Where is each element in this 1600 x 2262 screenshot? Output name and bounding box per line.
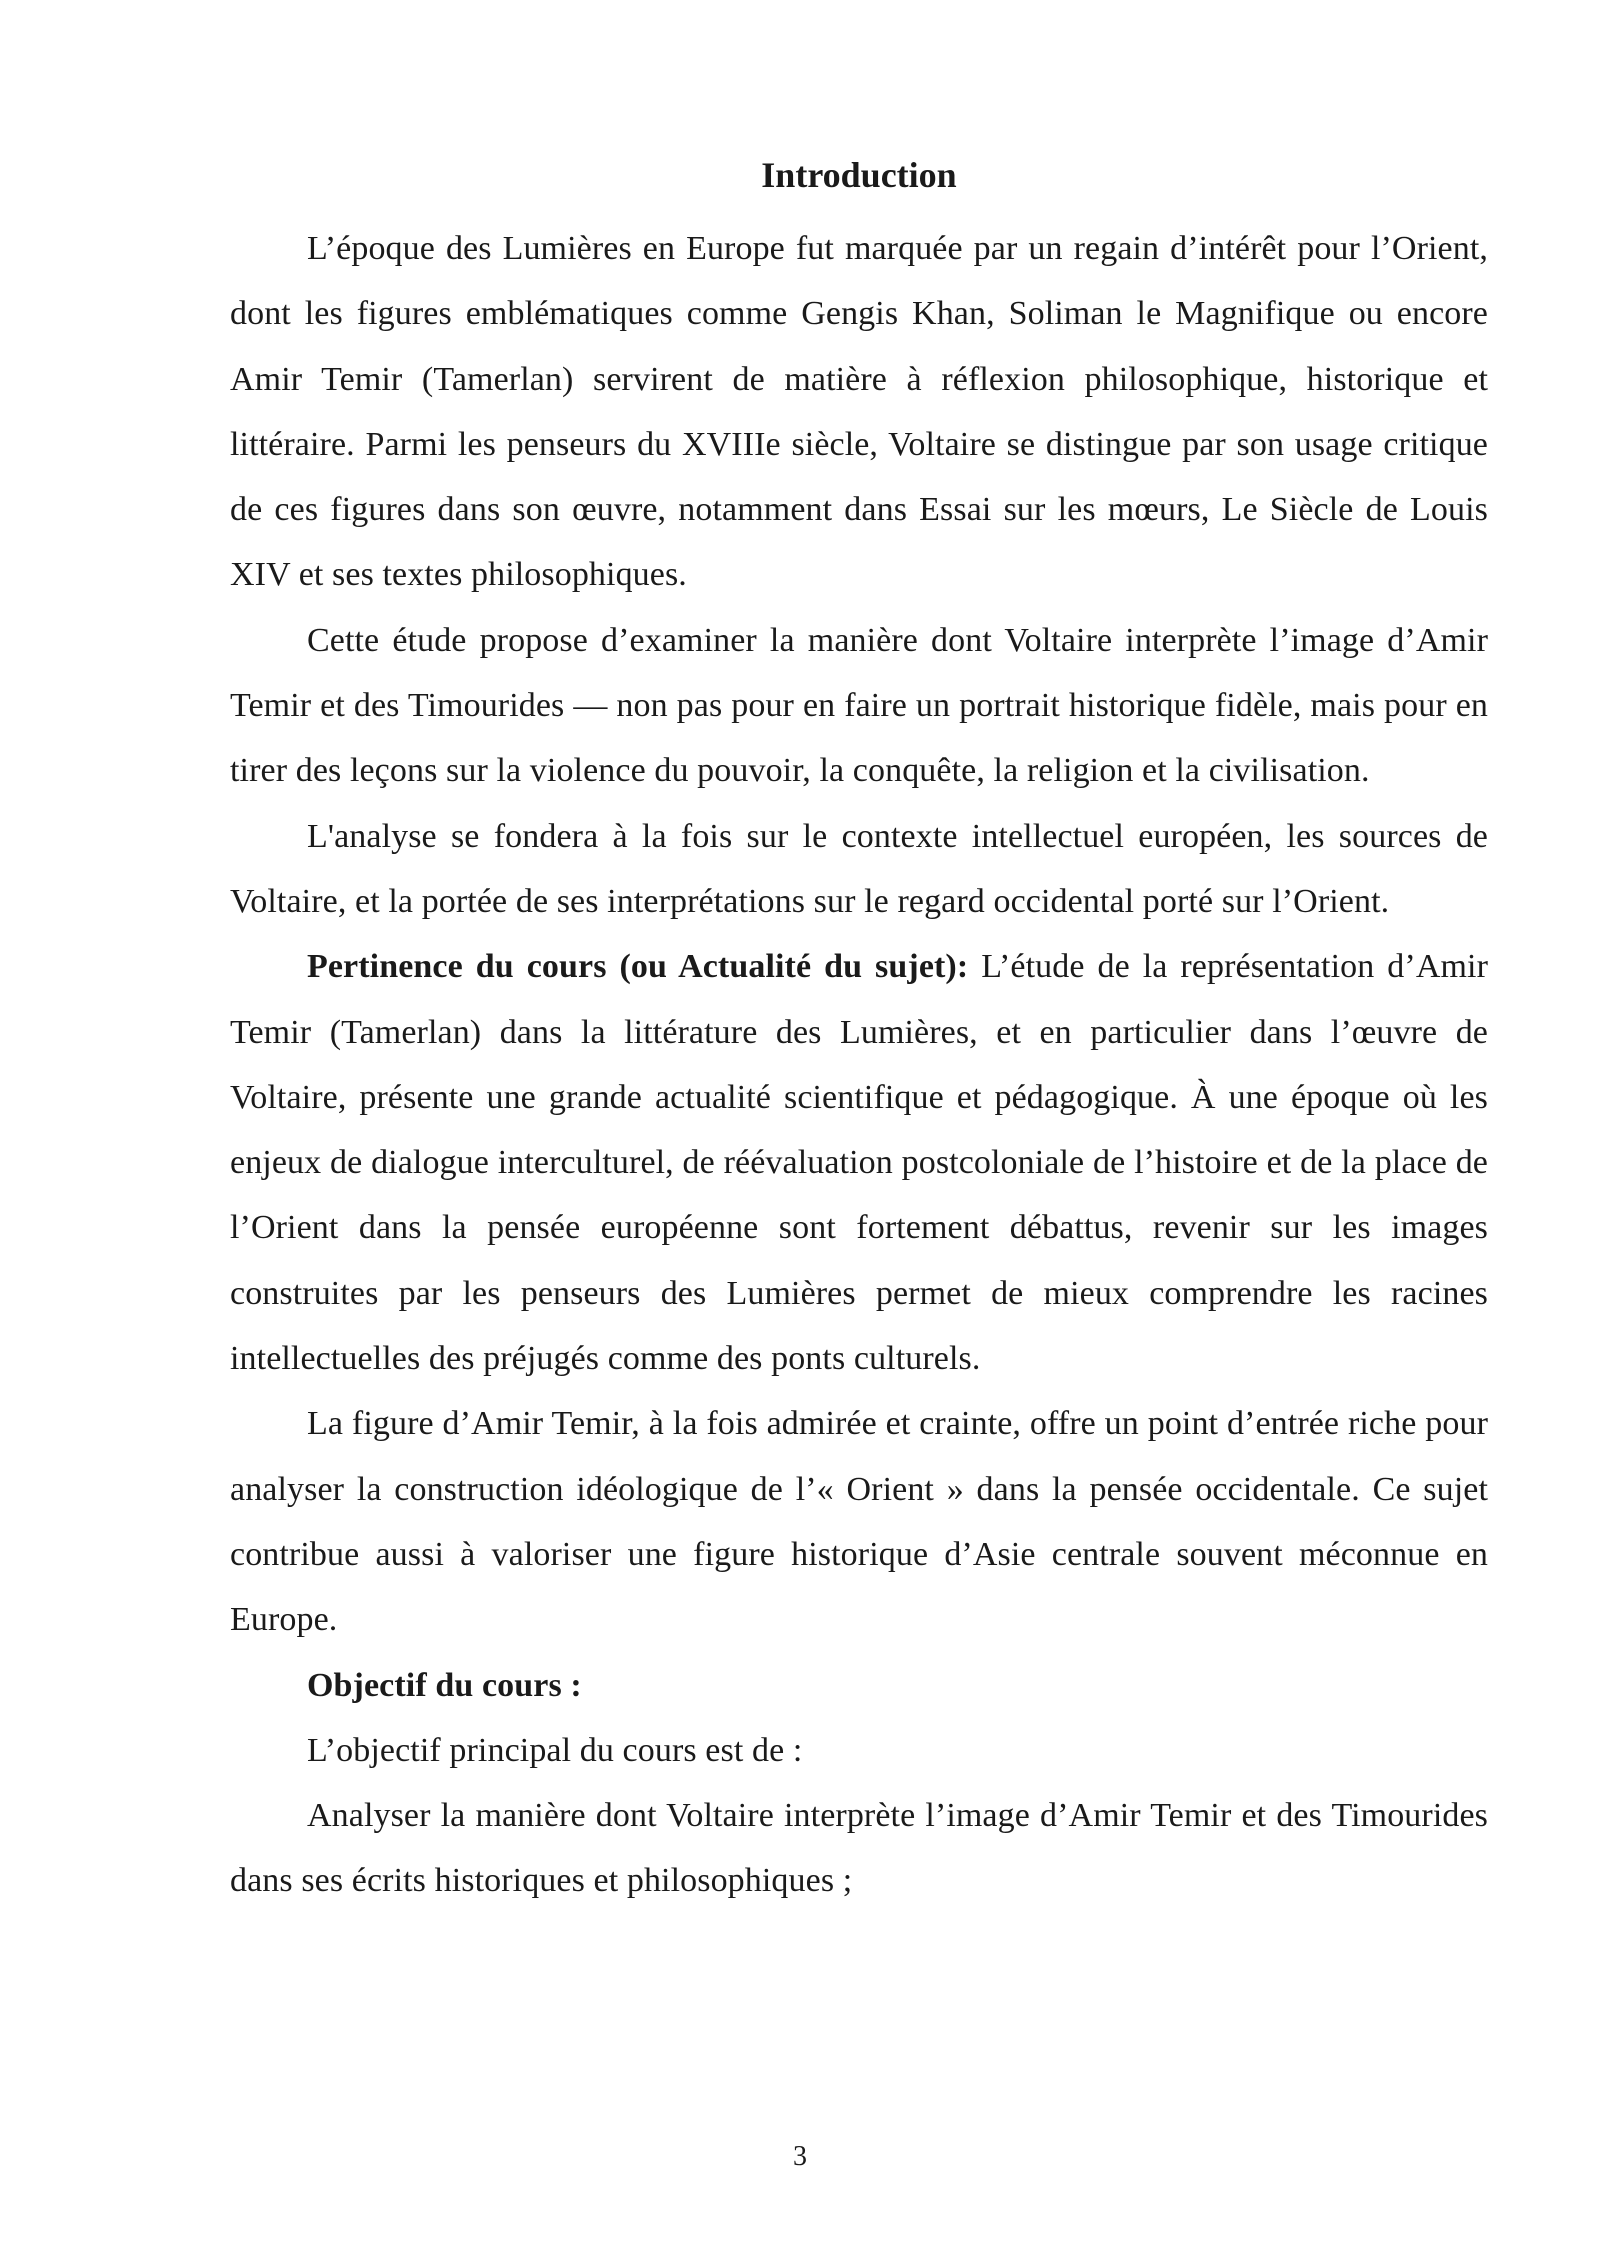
objectif-heading: Objectif du cours : xyxy=(307,1666,582,1704)
pertinence-heading: Pertinence du cours (ou Actualité du sujet): xyxy=(307,948,969,986)
paragraph-figure: La figure d’Amir Temir, à la fois admirée et crainte, offre un point d’entrée riche pour analyser la construction idéologique de l’« Orient » dans la pensée occidentale. Ce sujet contribue aussi à valoriser une figure historique d’Asie centrale souvent méconnue en Europe. xyxy=(230,1405,1488,1639)
page-number: 3 xyxy=(793,2141,807,2172)
paragraph-etude: Cette étude propose d’examiner la manière dont Voltaire interprète l’image d’Amir Temir et des Timourides — non pas pour en faire un portrait historique fidèle, mais pour en tirer des leçons sur la violence du pouvoir, la conquête, la religion et la civilisation. xyxy=(230,621,1488,790)
paragraph-pertinence xyxy=(230,934,1488,1391)
objectif-item: Analyser la manière dont Voltaire interprète l’image d’Amir Temir et des Timourides dans ses écrits historiques et philosophiques ; xyxy=(230,1797,1488,1900)
section-title: Introduction xyxy=(761,155,957,195)
pertinence-text: L’étude de la représentation d’Amir Temir (Tamerlan) dans la littérature des Lumières, et en particulier dans l’œuvre de Voltaire, présente une grande actualité scientifique et pédagogique. À une époque où les enjeux de dialogue interculturel, de réévaluation postcoloniale de l’histoire et de la place de l’Orient dans la pensée européenne sont fortement débattus, revenir sur les images construites par les penseurs des Lumières permet de mieux comprendre les racines intellectuelles des préjugés comme des ponts culturels. xyxy=(230,948,1488,1378)
paragraph-lumieres: L’époque des Lumières en Europe fut marquée par un regain d’intérêt pour l’Orient, dont les figures emblématiques comme Gengis Khan, Soliman le Magnifique ou encore Amir Temir (Tamerlan) servirent de matière à réflexion philosophique, historique et littéraire. Parmi les penseurs du XVIIIe siècle, Voltaire se distingue par son usage critique de ces figures dans son œuvre, notamment dans Essai sur les mœurs, Le Siècle de Louis XIV et ses textes philosophiques. xyxy=(230,230,1488,594)
objectif-intro: L’objectif principal du cours est de : xyxy=(307,1731,803,1769)
paragraph-analyse: L'analyse se fondera à la fois sur le contexte intellectuel européen, les sources de Voltaire, et la portée de ses interprétations sur le regard occidental porté sur l’Orient. xyxy=(230,817,1488,920)
page-content xyxy=(230,150,1488,1914)
